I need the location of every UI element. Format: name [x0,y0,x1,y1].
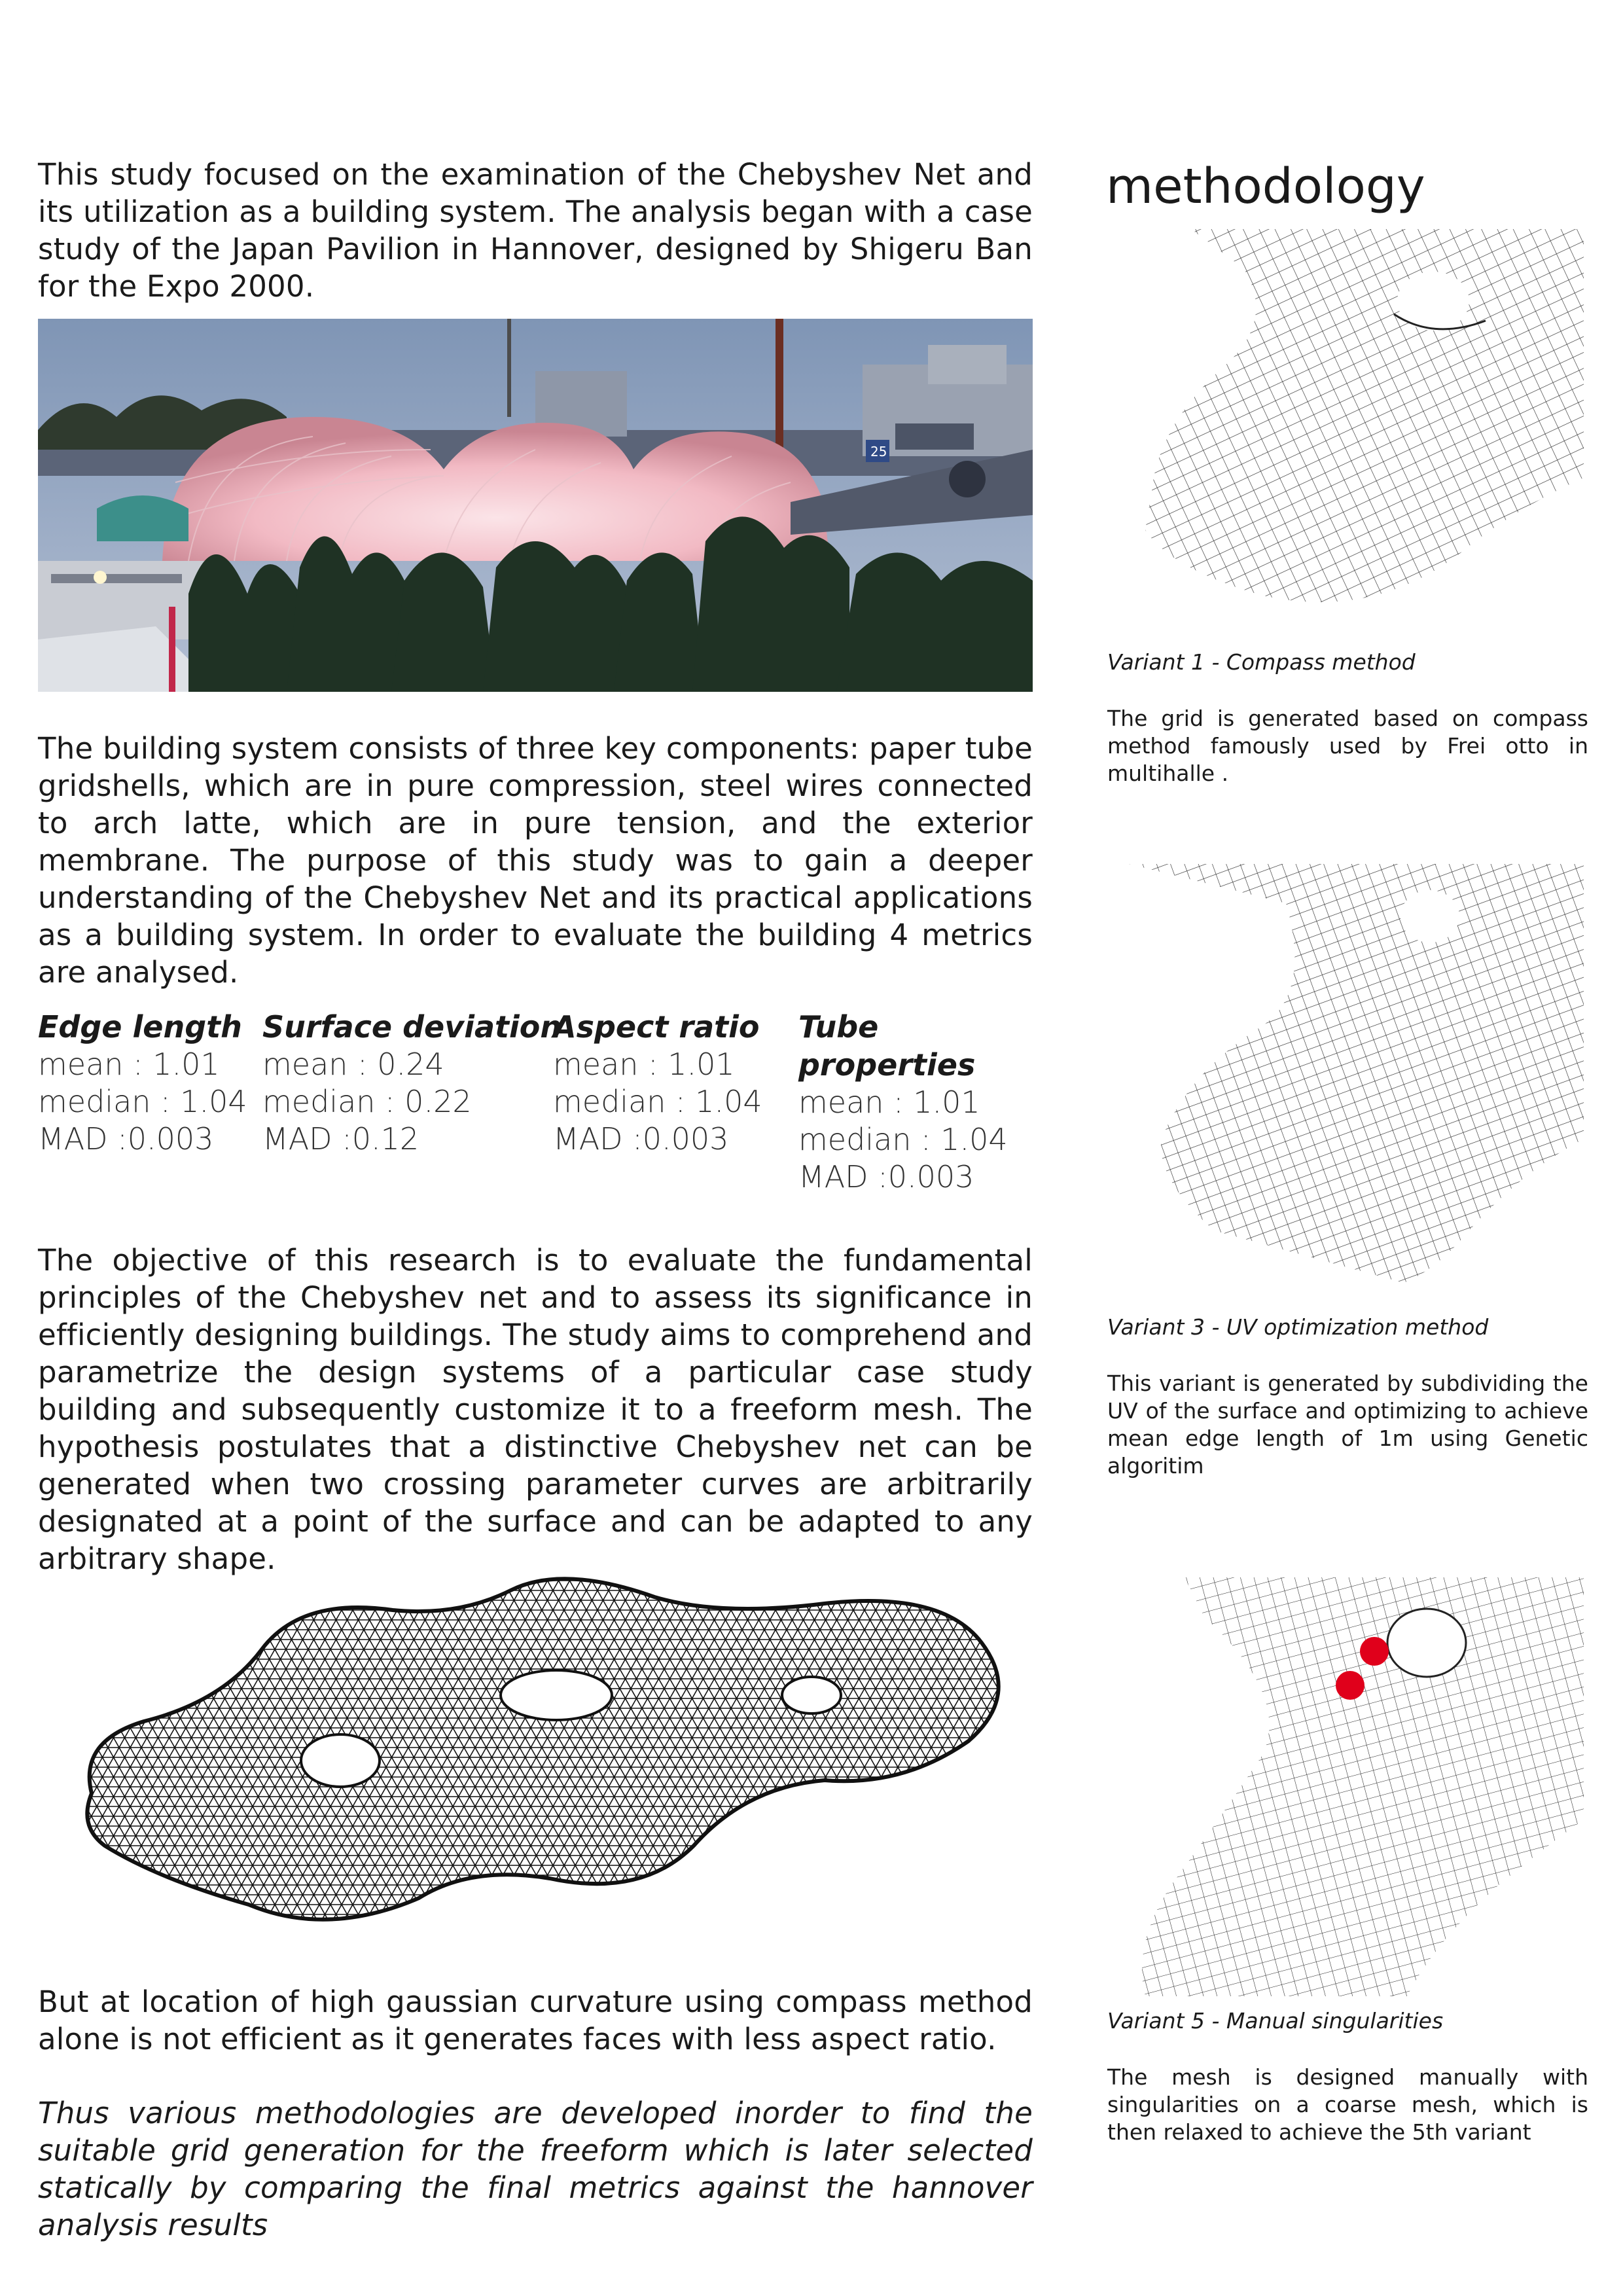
methodology-title: methodology [1106,158,1425,215]
metric-mad: MAD :0.12 [262,1121,419,1157]
metric-median: median : 1.04 [798,1122,1008,1157]
variant-3-mesh [1129,864,1584,1283]
pavilion-photo [38,319,1033,692]
metric-mean: mean : 1.01 [553,1047,735,1082]
sign-number: 25 [870,444,887,459]
singularity-marker [1360,1637,1389,1666]
objective-paragraph: The objective of this research is to evaluate the fundamental principles of the Chebyshev net and to assess its significance in efficiently designing buildings. The study aims to comprehend and parametrize the design systems of a particular case study building and subsequently customize it to a freeform mesh. The hypothesis postulates that a distinctive Chebyshev net can be generated when two crossing parameter curves are arbitrarily designated at a point of the surface and can be adapted to any arbitrary shape. [38,1243,1033,1576]
metric-mean: mean : 1.01 [798,1085,980,1120]
curvature-paragraph: But at location of high gaussian curvature using compass method alone is not efficient as it generates faces with less aspect ratio. [38,1984,1033,2056]
metric-median: median : 1.04 [553,1084,762,1119]
metric-mean: mean : 1.01 [38,1047,220,1082]
freeform-mesh-figure [52,1571,1027,1937]
variant-5-caption: Variant 5 - Manual singularities [1107,2008,1444,2034]
metric-aspect-ratio [553,1008,762,1158]
variant-1-mesh [1132,229,1584,622]
metric-mad: MAD :0.003 [798,1159,974,1194]
conclusion-paragraph: Thus various methodologies are developed inorder to find the suitable grid generation for the freeform which is later selected statically by comparing the final metrics against the hannover analysis results [38,2096,1033,2242]
metrics-table [38,1008,1046,1194]
metric-median: median : 0.22 [262,1084,472,1119]
variant-1-description: The grid is generated based on compass method famously used by Frei otto in multihalle . [1107,706,1588,786]
variant-5-description: The mesh is designed manually with singularities on a coarse mesh, which is then relaxed to achieve the 5th variant [1107,2064,1588,2145]
variant-3-caption: Variant 3 - UV optimization method [1107,1314,1489,1340]
metric-surface-deviation [262,1008,562,1158]
variant-3-description: This variant is generated by subdividing the UV of the surface and optimizing to achieve mean edge length of 1m using Genetic algoritim [1107,1371,1588,1479]
variant-5-mesh [1132,1577,1584,1996]
metric-mad: MAD :0.003 [553,1121,729,1157]
metric-tube-properties [798,1008,1046,1196]
singularity-marker [1336,1671,1364,1700]
intro-paragraph: This study focused on the examination of the Chebyshev Net and its utilization as a building system. The analysis began with a case study of the Japan Pavilion in Hannover, designed by Shigeru Ban for the Expo 2000. [38,157,1033,304]
variant-1-caption: Variant 1 - Compass method [1107,649,1416,675]
metric-title: Aspect ratio [553,1009,760,1045]
metric-title: Edge length [38,1009,242,1045]
components-paragraph: The building system consists of three key components: paper tube gridshells, which are in pure compression, steel wires connected to arch latte, which are in pure tension, and the exterior membrane. The purpose of this study was to gain a deeper understanding of the Chebyshev Net and its practical applications as a building system. In order to evaluate the building 4 metrics are analysed. [38,731,1033,990]
metric-median: median : 1.04 [38,1084,247,1119]
metric-mean: mean : 0.24 [262,1047,444,1082]
metric-title: Surface deviation [262,1009,562,1045]
metric-mad: MAD :0.003 [38,1121,214,1157]
metric-edge-length [38,1008,247,1158]
metric-title: Tube properties [798,1009,976,1083]
